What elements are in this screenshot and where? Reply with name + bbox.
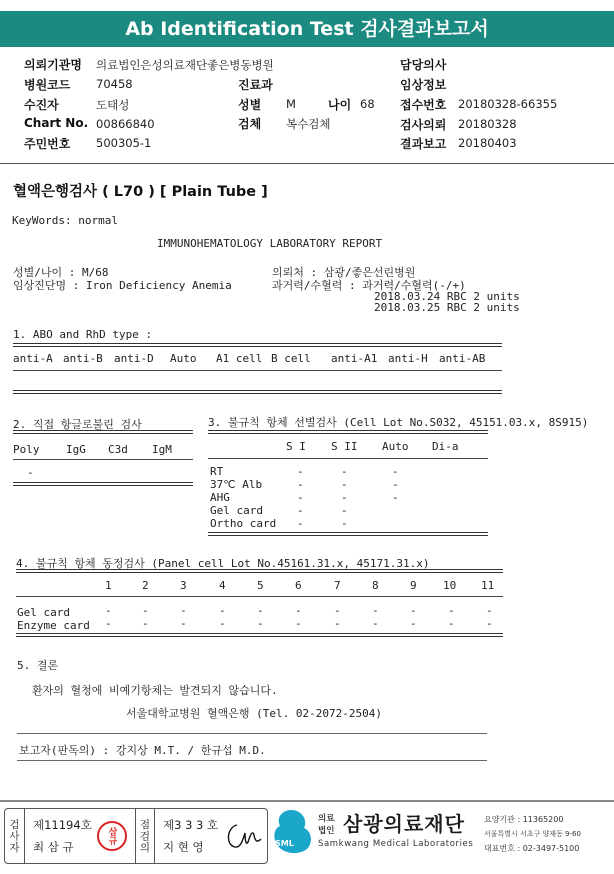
- examiner-name: 최 삼 규: [33, 840, 74, 854]
- chart-value: 00866840: [96, 117, 155, 131]
- s2-rule-top: [13, 430, 193, 434]
- s4-col: 10: [443, 579, 457, 592]
- s2-title: 2. 직접 항글로불린 검사: [13, 418, 142, 431]
- org-english: Samkwang Medical Laboratories: [318, 839, 474, 849]
- examiner-license: 제11194호: [33, 818, 92, 832]
- org-name: 삼광의료재단: [343, 812, 465, 836]
- s3-col: S I: [286, 440, 306, 453]
- blood-bank: 서울대학교병원 혈액은행 (Tel. 02-2072-2504): [126, 707, 382, 720]
- s3-rule-top: [208, 430, 488, 434]
- s3-cell: -: [297, 465, 304, 478]
- s3-cell: -: [297, 478, 304, 491]
- inspector-license: 제3 3 3 호: [163, 818, 219, 832]
- history-line: 과거력/수혈력 : 과거력/수혈력(-/+): [272, 279, 466, 292]
- contact-line-2: 서울특별시 서초구 양재동 9-60: [484, 830, 581, 838]
- s4-title: 4. 불규칙 항체 동정검사 (Panel cell Lot No.45161.31.x, 45171.31.x): [16, 557, 430, 570]
- s1-col: B cell: [271, 352, 311, 365]
- transfusion-2: 2018.03.25 RBC 2 units: [374, 301, 520, 314]
- accession-label: 접수번호: [400, 98, 447, 112]
- s4-cell: -: [219, 604, 226, 617]
- report-title: Ab Identification Test 검사결과보고서: [0, 11, 614, 47]
- s4-cell: -: [486, 604, 493, 617]
- s3-rule-bottom: [208, 532, 488, 536]
- s3-cell: -: [341, 491, 348, 504]
- s2-col: IgM: [152, 443, 172, 456]
- s3-rule-mid: [208, 458, 488, 459]
- s4-rule-bottom: [16, 633, 503, 637]
- transfusion-1: 2018.03.24 RBC 2 units: [374, 290, 520, 303]
- s2-col: Poly: [13, 443, 40, 456]
- seal-text: 삼규: [106, 827, 117, 845]
- s4-cell: -: [105, 617, 112, 630]
- s3-cell: -: [341, 517, 348, 530]
- inspector-label: 점검의: [138, 818, 151, 854]
- s1-col: Auto: [170, 352, 197, 365]
- age-value: 68: [360, 97, 375, 111]
- report-date-label: 결과보고: [400, 137, 447, 151]
- s4-rule-mid: [16, 596, 503, 597]
- s3-col: Auto: [382, 440, 409, 453]
- s3-col: S II: [331, 440, 358, 453]
- attending-label: 담당의사: [400, 58, 447, 72]
- sex-value: M: [286, 97, 296, 111]
- s3-cell: -: [392, 478, 399, 491]
- report-heading: 혈액은행검사 ( L70 ) [ Plain Tube ]: [13, 184, 268, 200]
- s2-rule-bottom: [13, 482, 193, 486]
- specimen-value: 복수검체: [286, 117, 331, 131]
- dept-label: 진료과: [238, 78, 273, 92]
- s4-cell: -: [448, 604, 455, 617]
- s3-cell: -: [297, 491, 304, 504]
- reporter: 보고자(판독의) : 강지상 M.T. / 한규섭 M.D.: [19, 744, 266, 757]
- s4-cell: -: [372, 604, 379, 617]
- patient-label: 수진자: [24, 98, 59, 112]
- s3-row-label: Ortho card: [210, 517, 277, 530]
- s4-cell: -: [334, 617, 341, 630]
- s4-cell: -: [180, 604, 187, 617]
- s4-cell: -: [295, 617, 302, 630]
- s3-row-label: RT: [210, 465, 224, 478]
- s4-cell: -: [142, 604, 149, 617]
- s4-col: 11: [481, 579, 495, 592]
- s4-col: 8: [372, 579, 379, 592]
- patient-value: 도태성: [96, 98, 130, 112]
- s3-cell: -: [392, 465, 399, 478]
- age-label: 나이: [328, 98, 352, 112]
- s4-cell: -: [142, 617, 149, 630]
- signature-icon: [223, 819, 263, 853]
- s1-col: anti-AB: [439, 352, 486, 365]
- s4-cell: -: [257, 617, 264, 630]
- s3-cell: -: [341, 465, 348, 478]
- id-label: 주민번호: [24, 137, 71, 151]
- s1-rule-mid: [13, 370, 502, 371]
- signature-box: [4, 808, 268, 864]
- s3-cell: -: [297, 517, 304, 530]
- s1-col: anti-B: [63, 352, 103, 365]
- s4-cell: -: [295, 604, 302, 617]
- s4-cell: -: [219, 617, 226, 630]
- org-prefix-2: 법인: [318, 826, 335, 836]
- s3-cell: -: [392, 491, 399, 504]
- keywords: KeyWords: normal: [12, 214, 118, 227]
- s1-col: anti-A: [13, 352, 53, 365]
- hospital-value: 의료법인은성의료재단좋은병동병원: [96, 58, 274, 72]
- conclusion: 환자의 혈청에 비예기항체는 발견되지 않습니다.: [32, 684, 278, 697]
- clinical-label: 임상정보: [400, 78, 447, 92]
- chart-label: Chart No.: [24, 116, 89, 130]
- id-value: 500305-1: [96, 136, 152, 150]
- s4-col: 7: [334, 579, 341, 592]
- s4-rule-top: [16, 569, 503, 573]
- sex-label: 성별: [238, 98, 262, 112]
- s4-cell: -: [334, 604, 341, 617]
- s3-col: Di-a: [432, 440, 459, 453]
- accession-value: 20180328-66355: [458, 97, 558, 111]
- s4-cell: -: [410, 604, 417, 617]
- request-value: 20180328: [458, 117, 517, 131]
- s4-col: 2: [142, 579, 149, 592]
- reporter-rule-bottom: [17, 760, 487, 761]
- sex-age-line: 성별/나이 : M/68: [13, 266, 109, 279]
- report-date-value: 20180403: [458, 136, 517, 150]
- specimen-label: 검체: [238, 117, 262, 131]
- s4-cell: -: [410, 617, 417, 630]
- code-value: 70458: [96, 77, 133, 91]
- s4-col: 9: [410, 579, 417, 592]
- s4-col: 1: [105, 579, 112, 592]
- s2-value: -: [27, 466, 34, 479]
- s4-col: 5: [257, 579, 264, 592]
- s3-cell: -: [297, 504, 304, 517]
- reporter-rule-top: [17, 733, 487, 734]
- s1-col: anti-D: [114, 352, 154, 365]
- inspector-name: 지 현 영: [163, 840, 204, 854]
- logo-badge-text: SML: [275, 839, 294, 848]
- contact-line-3: 대표번호 : 02-3497-5100: [484, 844, 580, 853]
- request-label: 검사의뢰: [400, 118, 447, 132]
- s4-cell: -: [180, 617, 187, 630]
- s5-title: 5. 결론: [17, 659, 59, 672]
- s4-cell: -: [105, 604, 112, 617]
- s3-row-label: Gel card: [210, 504, 263, 517]
- seal-stamp: [97, 821, 127, 851]
- diagnosis-line: 임상진단명 : Iron Deficiency Anemia: [13, 279, 232, 292]
- s1-rule-bottom: [13, 390, 502, 394]
- s1-col: A1 cell: [216, 352, 263, 365]
- contact-line-1: 요양기관 : 11365200: [484, 815, 564, 824]
- s3-cell: -: [341, 504, 348, 517]
- s1-title: 1. ABO and RhD type :: [13, 328, 153, 341]
- s4-col: 6: [295, 579, 302, 592]
- s4-cell: -: [448, 617, 455, 630]
- examiner-label: 검사자: [8, 818, 20, 854]
- lab-title: IMMUNOHEMATOLOGY LABORATORY REPORT: [157, 237, 383, 250]
- sml-logo-icon: [270, 808, 312, 858]
- s2-col: IgG: [66, 443, 86, 456]
- s3-row-label: AHG: [210, 491, 230, 504]
- s4-row-label: Enzyme card: [17, 619, 90, 632]
- s4-cell: -: [372, 617, 379, 630]
- s2-rule-mid: [13, 459, 193, 460]
- s4-row-label: Gel card: [17, 606, 70, 619]
- s4-cell: -: [486, 617, 493, 630]
- s3-row-label: 37℃ Alb: [210, 478, 263, 491]
- s2-col: C3d: [108, 443, 128, 456]
- org-prefix-1: 의료: [318, 814, 335, 824]
- s1-col: anti-A1: [331, 352, 378, 365]
- hospital-label: 의뢰기관명: [24, 58, 82, 72]
- referrer-line: 의뢰처 : 삼광/좋은선린병원: [272, 266, 416, 279]
- code-label: 병원코드: [24, 78, 71, 92]
- s4-col: 3: [180, 579, 187, 592]
- footer-divider: [0, 800, 614, 802]
- s3-title: 3. 불규칙 항체 선별검사 (Cell Lot No.S032, 45151.03.x, 8S915): [208, 416, 589, 429]
- s1-col: anti-H: [388, 352, 428, 365]
- s3-cell: -: [341, 478, 348, 491]
- s1-rule-top: [13, 343, 502, 347]
- s4-cell: -: [257, 604, 264, 617]
- s4-col: 4: [219, 579, 226, 592]
- info-divider: [0, 163, 614, 164]
